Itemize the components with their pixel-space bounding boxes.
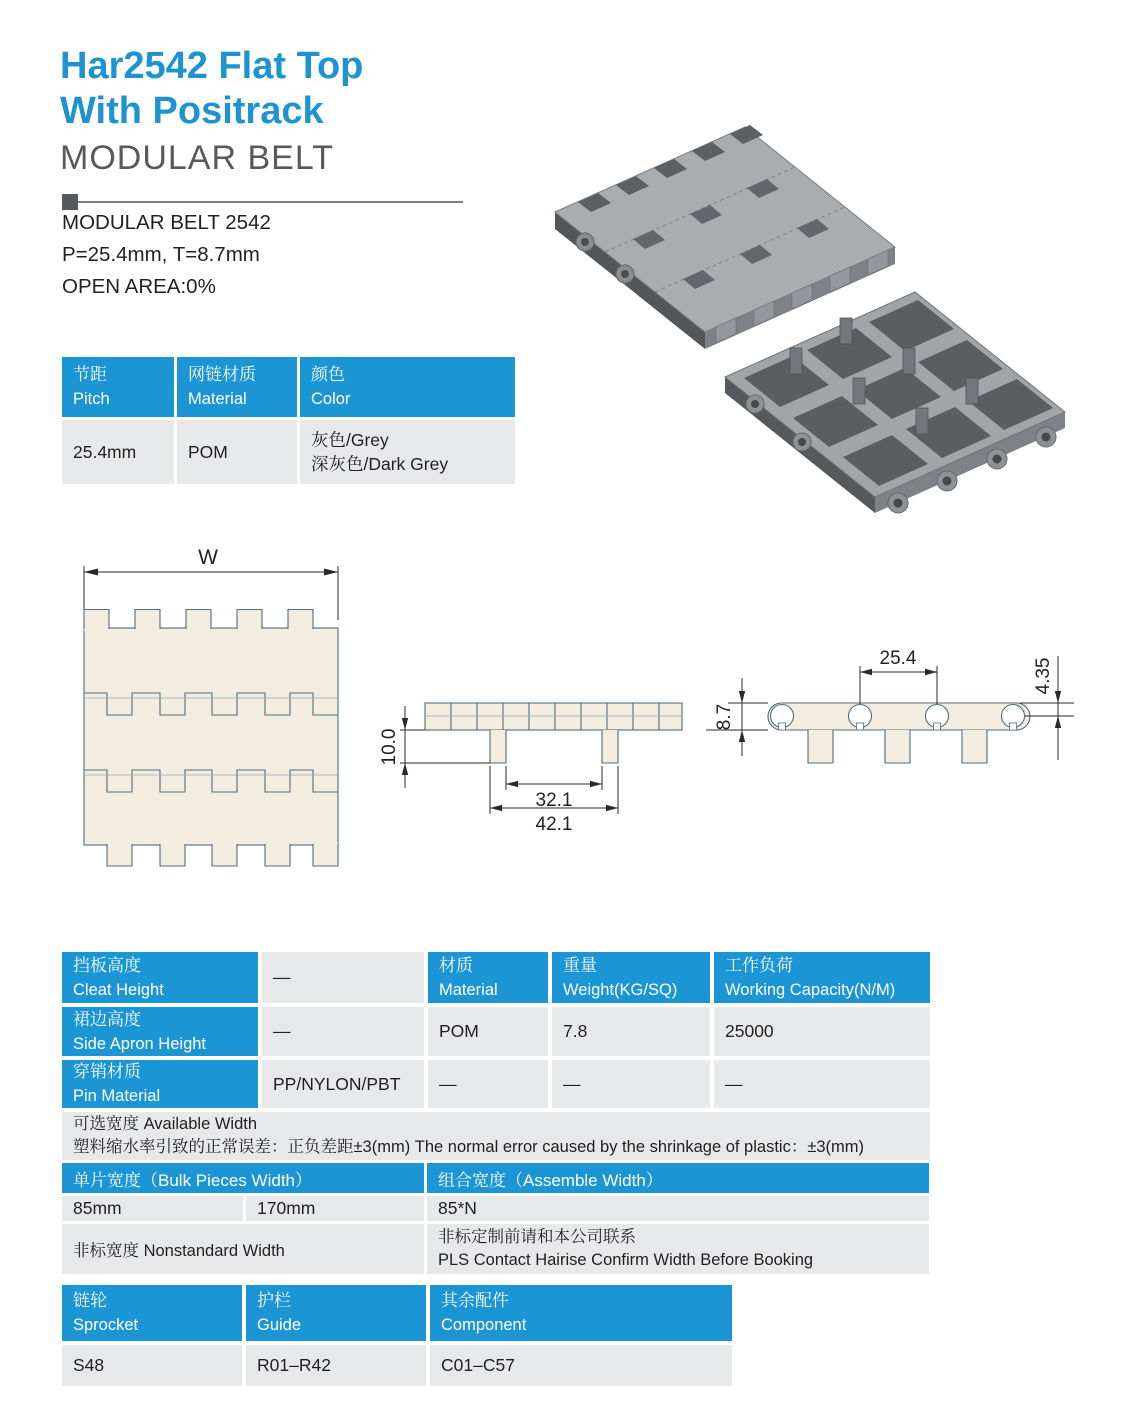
pin-material-value: PP/NYLON/PBT (262, 1060, 424, 1108)
bulk-width-85: 85mm (62, 1196, 243, 1221)
spec-lines (62, 207, 271, 303)
pin-material-dash2: — (552, 1060, 710, 1108)
header-guide (246, 1285, 426, 1341)
accessory-table (62, 1285, 732, 1386)
spec-table-header-material (177, 357, 297, 417)
guide-value: R01–R42 (246, 1345, 426, 1386)
main-spec-table (62, 952, 930, 1160)
contact-note (427, 1224, 929, 1274)
available-width-line: 可选宽度 Available Width (73, 1115, 258, 1133)
dim-label-inner: 32.1 (535, 790, 573, 811)
guide-en: Guide (257, 1316, 302, 1334)
belt-3d-top-render (555, 125, 895, 349)
nonstandard-width-label: 非标宽度 Nonstandard Width (62, 1224, 424, 1274)
material-zh: 材质 (439, 955, 473, 975)
header-assemble-width: 组合宽度（Assemble Width） (427, 1163, 929, 1193)
page-title (60, 44, 363, 134)
spec-value-material: POM (177, 420, 297, 484)
weight-zh: 重量 (563, 955, 597, 975)
spec-line-pitch-thickness: P=25.4mm, T=8.7mm (62, 243, 260, 266)
shrinkage-note-line: 塑料缩水率引致的正常误差：正负差距±3(mm) The normal error caused by the shrinkage of plastic：±3(mm) (73, 1138, 865, 1156)
contact-note-zh: 非标定制前请和本公司联系 (438, 1228, 636, 1246)
sprocket-zh: 链轮 (73, 1291, 107, 1310)
header-material-en: Material (188, 390, 247, 408)
row-side-apron-label (62, 1007, 258, 1056)
dim-label-pin-offset: 4.35 (1033, 657, 1054, 695)
dim-label-thickness: 8.7 (714, 703, 735, 731)
spec-line-open-area: OPEN AREA:0% (62, 275, 216, 298)
spec-value-pitch: 25.4mm (62, 420, 174, 484)
pin-material-en: Pin Material (73, 1087, 161, 1105)
assemble-width-value: 85*N (427, 1196, 929, 1221)
cleat-height-en: Cleat Height (73, 980, 164, 999)
drawing-top-view (62, 540, 362, 880)
header-color-en: Color (311, 390, 351, 408)
header-working-capacity (714, 952, 930, 1003)
divider-line (78, 201, 463, 203)
page-title-line2: With Positrack (60, 90, 324, 132)
dim-label-depth: 10.0 (379, 728, 400, 766)
dim-label-width: W (198, 546, 218, 569)
belt-3d-renders (540, 112, 1100, 522)
side-apron-zh: 裙边高度 (73, 1009, 141, 1029)
guide-zh: 护栏 (257, 1291, 291, 1310)
available-width-note (62, 1112, 930, 1160)
header-bulk-pieces-width: 单片宽度（Bulk Pieces Width） (62, 1163, 424, 1193)
row-cleat-height-label (62, 952, 258, 1003)
pin-material-zh: 穿销材质 (73, 1062, 141, 1081)
material-en: Material (439, 980, 498, 999)
weight-en: Weight(KG/SQ) (563, 980, 678, 999)
color-dark-grey: 深灰色/Dark Grey (311, 454, 449, 474)
page-title-line1: Har2542 Flat Top (60, 45, 364, 87)
row-pin-material-label (62, 1060, 258, 1108)
working-capacity-value: 25000 (714, 1007, 930, 1056)
header-pitch-zh: 节距 (73, 365, 107, 384)
header-material-zh: 网链材质 (188, 365, 256, 384)
cleat-height-zh: 挡板高度 (73, 955, 141, 975)
header-material (428, 952, 548, 1003)
cleat-height-value: — (262, 952, 424, 1003)
component-zh: 其余配件 (441, 1291, 509, 1310)
color-grey: 灰色/Grey (311, 430, 389, 450)
spec-value-color (300, 420, 515, 484)
working-capacity-en: Working Capacity(N/M) (725, 980, 896, 999)
header-component (430, 1285, 732, 1341)
spec-table (62, 357, 515, 484)
material-value: POM (428, 1007, 548, 1056)
weight-value: 7.8 (552, 1007, 710, 1056)
belt-3d-bottom-render (725, 292, 1065, 513)
side-apron-en: Side Apron Height (73, 1034, 207, 1053)
drawing-cross-section (380, 630, 710, 845)
dim-label-outer: 42.1 (535, 814, 573, 835)
pin-material-dash3: — (714, 1060, 930, 1108)
header-color-zh: 颜色 (311, 365, 345, 384)
header-weight (552, 952, 710, 1003)
dim-label-pitch: 25.4 (879, 648, 917, 669)
working-capacity-zh: 工作负荷 (725, 955, 793, 975)
sprocket-en: Sprocket (73, 1316, 139, 1334)
spec-table-header-pitch (62, 357, 174, 417)
pin-material-dash1: — (428, 1060, 548, 1108)
page-subtitle: MODULAR BELT (60, 139, 334, 177)
width-table (62, 1163, 929, 1274)
side-apron-value: — (262, 1007, 424, 1056)
contact-note-en: PLS Contact Hairise Confirm Width Before Booking (438, 1251, 814, 1269)
component-value: C01–C57 (430, 1345, 732, 1386)
bulk-width-170: 170mm (246, 1196, 424, 1221)
drawing-side-view (700, 620, 1120, 805)
spec-line-model: MODULAR BELT 2542 (62, 211, 271, 234)
spec-table-header-color (300, 357, 515, 417)
sprocket-value: S48 (62, 1345, 242, 1386)
component-en: Component (441, 1316, 527, 1334)
header-pitch-en: Pitch (73, 390, 110, 408)
header-sprocket (62, 1285, 242, 1341)
